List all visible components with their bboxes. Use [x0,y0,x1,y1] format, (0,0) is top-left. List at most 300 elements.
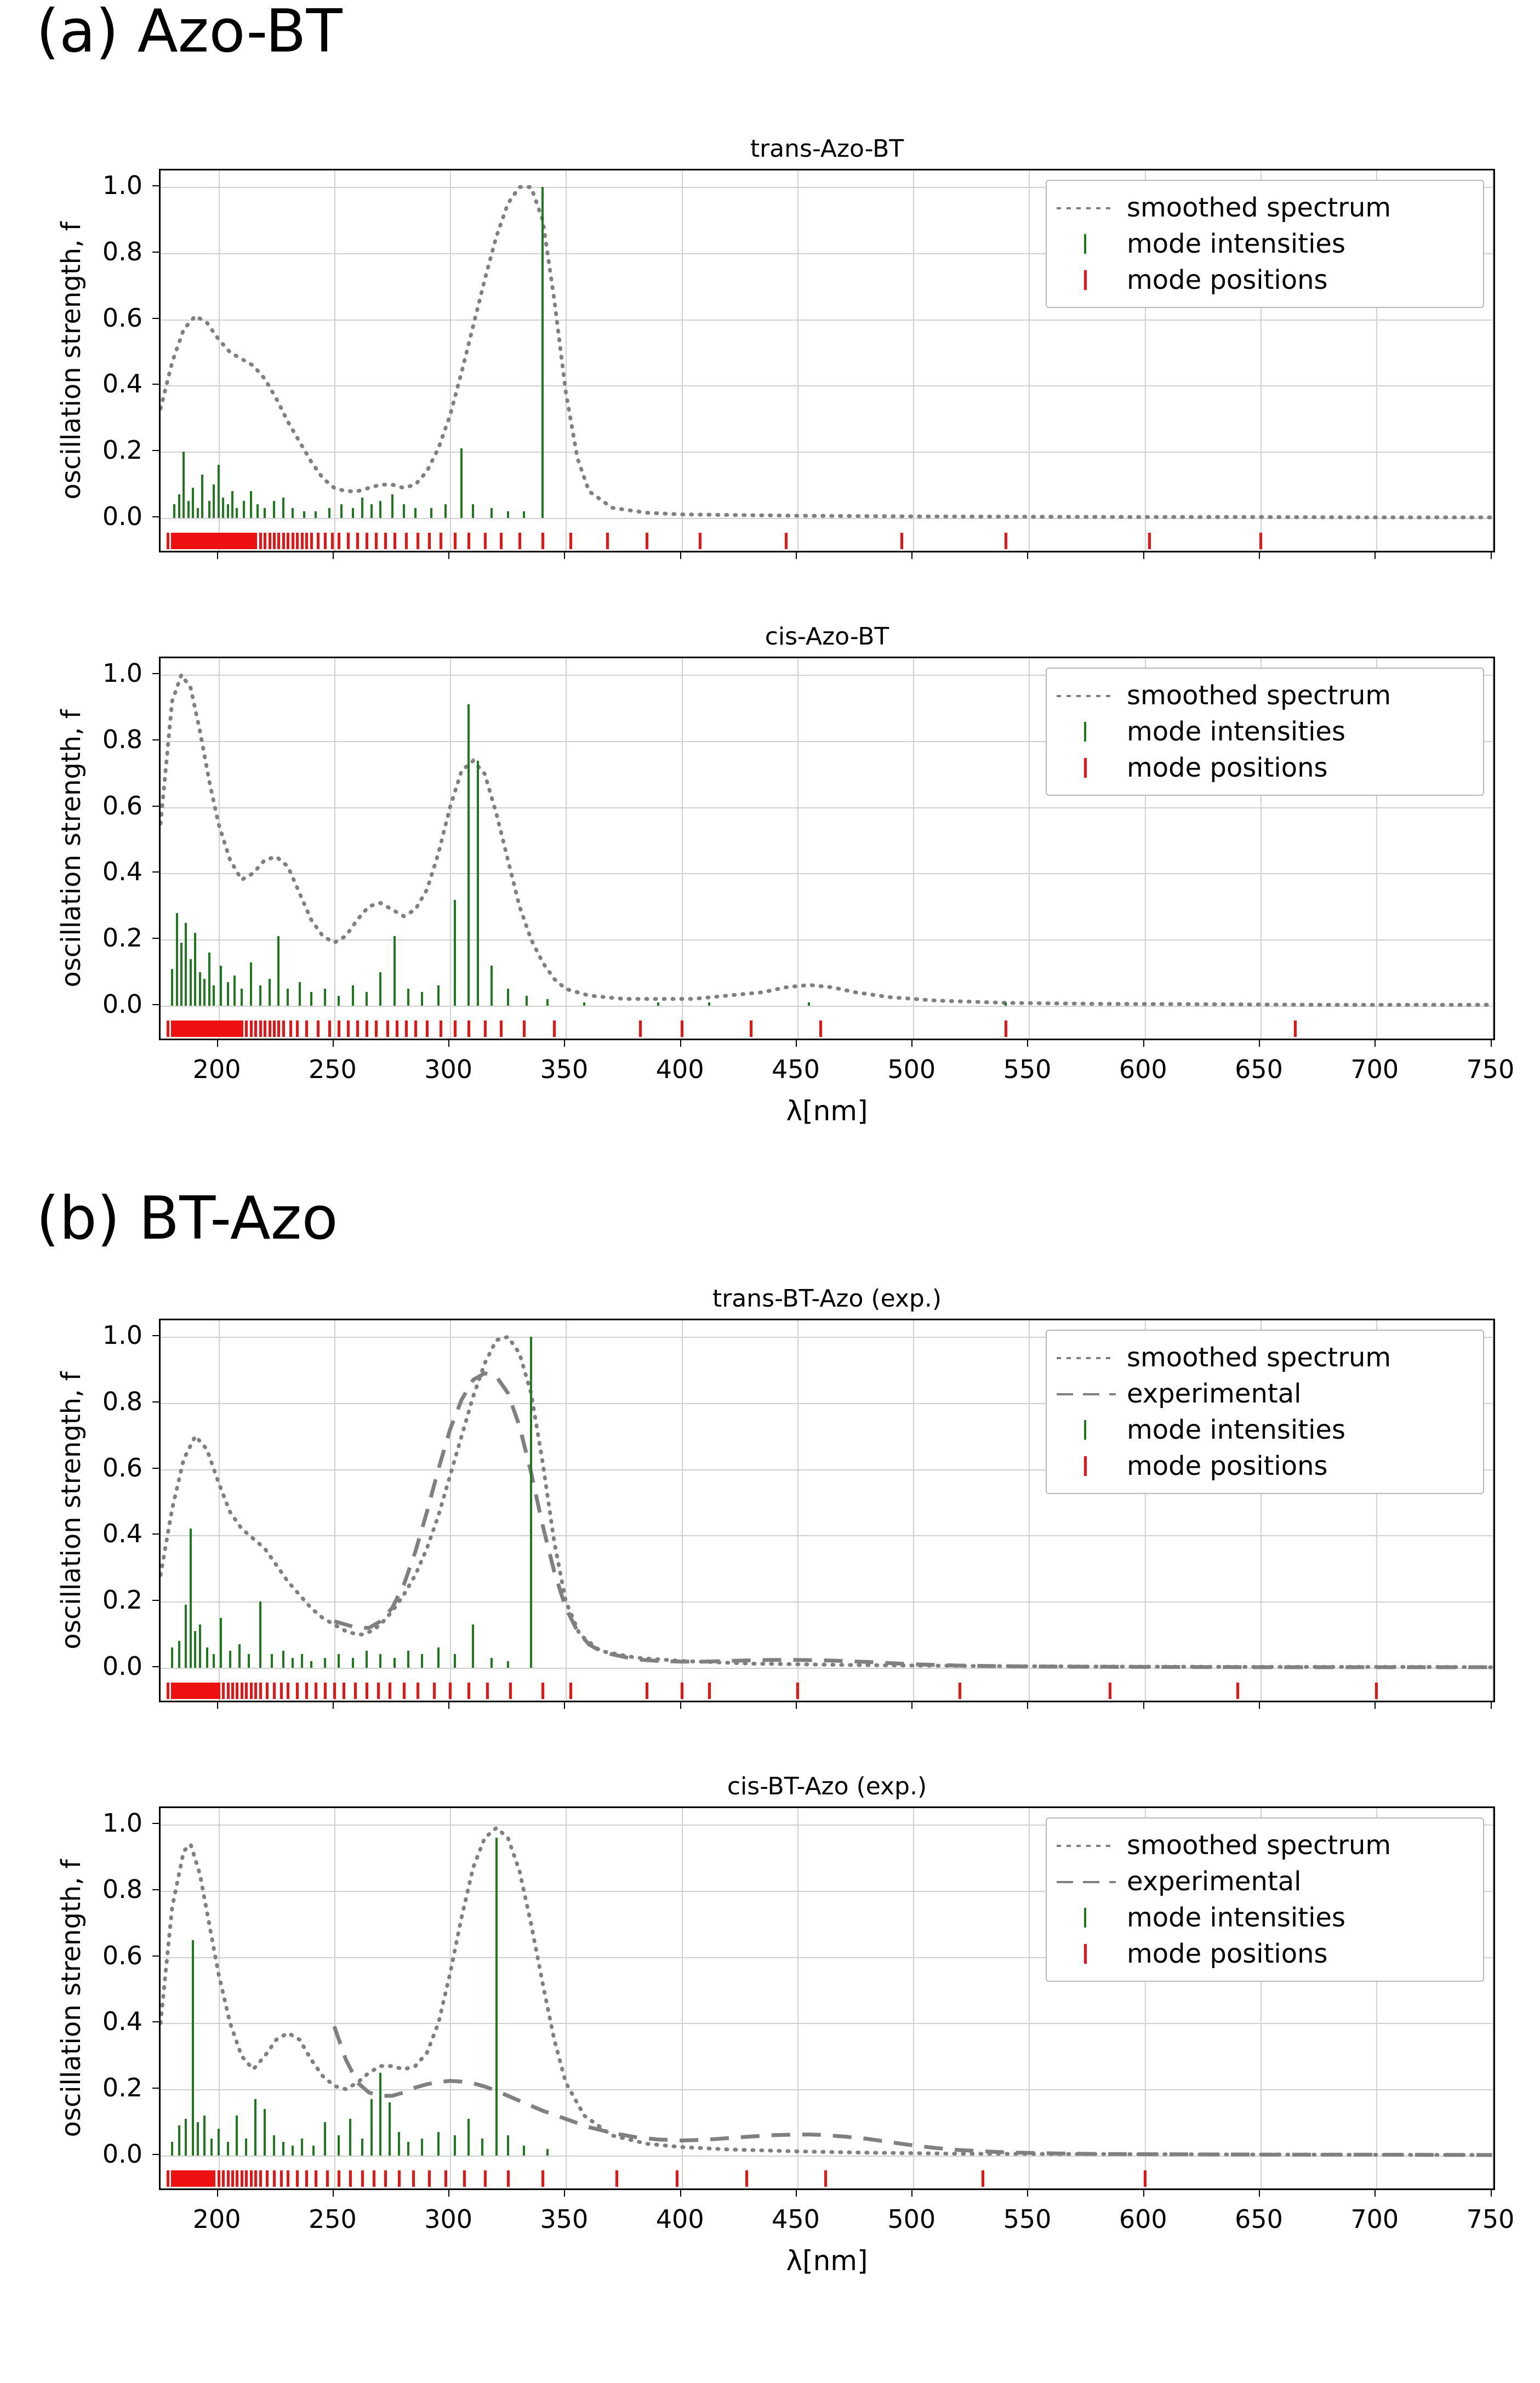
y-axis-tick [152,516,159,517]
legend-swatch-mode-intensities-icon [1057,1907,1116,1929]
mode-position-tick [366,1021,368,1037]
mode-position-tick [259,1683,262,1699]
mode-position-tick [440,533,442,549]
mode-intensity-bar [176,913,178,1006]
subplot-title-trans-azo-bt: trans-Azo-BT [750,135,904,163]
x-axis-tick [448,1702,449,1709]
mode-intensity-bar [379,501,381,517]
mode-intensity-bar [199,972,201,1005]
mode-position-tick [681,1021,683,1037]
mode-intensity-bar [414,508,417,518]
mode-position-tick [324,1683,327,1699]
mode-intensity-bar [192,488,194,517]
x-axis-tick-label: 650 [1235,1054,1283,1084]
mode-position-tick [324,533,327,549]
mode-position-tick [959,1683,961,1699]
mode-position-tick [167,2170,169,2187]
mode-position-tick [269,1021,271,1037]
x-axis-tick [1491,2190,1492,2197]
y-axis-tick [152,1533,159,1535]
y-axis-tick-label: 1.0 [102,170,142,201]
mode-position-tick [317,533,320,549]
mode-intensity-bar [206,1647,208,1667]
x-axis-tick [1374,2190,1376,2197]
mode-intensity-bar [389,2102,391,2156]
x-axis-tick-label: 350 [540,1054,589,1084]
x-axis-tick [564,1702,565,1709]
mode-position-tick [681,1683,683,1699]
mode-intensity-bar [407,989,409,1005]
mode-position-tick [449,1683,452,1699]
mode-intensity-bar [352,508,354,518]
mode-intensity-bar [271,1654,273,1667]
mode-position-tick [280,2170,283,2187]
mode-intensity-bar [340,504,343,517]
panel-a-label: (a) Azo-BT [36,0,343,66]
subplot-title-cis-azo-bt: cis-Azo-BT [765,623,889,651]
mode-intensity-bar [277,936,280,1006]
x-axis-tick [1143,2190,1144,2197]
mode-intensity-bar [303,511,305,518]
mode-position-tick [273,533,276,549]
mode-position-tick [338,533,340,549]
x-axis-tick [911,1702,912,1709]
legend-item-smoothed[interactable] [1057,190,1469,226]
y-axis-tick-label: 0.4 [102,1519,142,1549]
legend-swatch-mode-positions-icon [1057,269,1116,291]
mode-position-tick [569,533,572,549]
mode-position-tick [245,1683,248,1699]
mode-intensity-bar [507,1661,509,1668]
mode-position-tick [259,533,262,549]
x-axis-tick-label: 200 [192,1054,241,1084]
legend-cis-azo-bt[interactable] [1046,668,1484,796]
y-axis-tick-label: 0.4 [102,369,142,399]
mode-position-tick [250,1021,253,1037]
mode-position-tick [315,2170,317,2187]
legend-trans-azo-bt[interactable] [1046,180,1484,308]
mode-position-tick [982,2170,984,2187]
legend-swatch-experimental-icon [1057,1383,1116,1405]
y-axis-tick [152,1956,159,1957]
legend-item-mode-intensities[interactable] [1057,714,1469,750]
x-axis-tick [680,2190,681,2197]
mode-position-tick [287,2170,289,2187]
mode-intensity-bar [208,953,210,1006]
x-axis-tick [1259,1040,1260,1047]
mode-intensity-bar [437,1647,440,1667]
mode-intensity-bar [227,982,229,1005]
mode-position-tick [484,1021,487,1037]
mode-position-tick [280,1683,283,1699]
mode-intensity-bar [218,465,220,518]
mode-position-tick [1294,1021,1297,1037]
mode-position-tick [433,1683,436,1699]
x-axis-tick [1491,1702,1492,1709]
y-axis-tick [152,2154,159,2155]
y-axis-tick-label: 0.0 [102,989,142,1019]
mode-intensity-bar [708,1002,710,1006]
mode-position-tick [375,533,378,549]
mode-position-tick [305,1683,308,1699]
y-axis-tick [152,673,159,674]
mode-position-tick [377,1683,380,1699]
mode-intensity-bar [213,1654,215,1667]
legend-item-mode-intensities[interactable] [1057,1412,1469,1448]
legend-label: mode intensities [1127,716,1345,747]
mode-intensity-bar [238,1644,241,1667]
mode-intensity-bar [178,494,180,517]
mode-position-tick [356,533,359,549]
mode-intensity-bar [393,1658,396,1668]
legend-item-mode-positions[interactable] [1057,1936,1469,1972]
x-axis-tick [217,1040,218,1047]
x-axis-label-cis-bt-azo-exp: λ[nm] [786,2245,868,2277]
mode-position-tick [1236,1683,1239,1699]
legend-label: smoothed spectrum [1127,1830,1391,1861]
legend-item-smoothed[interactable] [1057,1827,1469,1863]
legend-swatch-mode-positions-icon [1057,1943,1116,1965]
mode-position-tick [296,533,299,549]
legend-label: mode positions [1127,1939,1328,1969]
x-axis-tick [680,552,681,559]
mode-intensity-bar [454,900,456,1006]
x-axis-tick [333,1040,334,1047]
x-axis-tick [1027,2190,1028,2197]
mode-position-tick [500,533,503,549]
mode-intensity-bar [324,2122,326,2155]
mode-position-tick [393,533,396,549]
legend-label: smoothed spectrum [1127,680,1391,711]
mode-position-tick [467,1683,470,1699]
legend-label: smoothed spectrum [1127,192,1391,223]
mode-position-tick [500,1021,503,1037]
mode-position-tick [1005,533,1007,549]
mode-intensity-bar [324,989,326,1005]
legend-trans-bt-azo-exp[interactable] [1046,1330,1484,1494]
mode-intensity-bar [546,999,549,1006]
mode-position-tick [241,1683,243,1699]
mode-position-tick [254,1021,257,1037]
x-axis-tick [911,1040,912,1047]
y-axis-tick-label: 0.0 [102,1651,142,1681]
mode-intensity-bar [490,508,493,518]
mode-position-tick [384,533,387,549]
mode-intensity-bar [178,1641,180,1667]
y-axis-tick-label: 0.4 [102,2006,142,2037]
legend-swatch-mode-positions-icon [1057,1455,1116,1477]
mode-intensity-bar [530,1337,532,1667]
legend-item-mode-intensities[interactable] [1057,226,1469,262]
mode-intensity-bar [495,1838,498,2155]
mode-position-tick [250,2170,253,2187]
mode-intensity-bar [208,501,210,517]
mode-position-tick [343,1683,345,1699]
mode-intensity-bar [657,1002,659,1006]
x-axis-tick [796,552,797,559]
y-axis-tick [152,1004,159,1005]
y-axis-tick [152,2021,159,2022]
mode-intensity-bar [366,992,368,1005]
mode-intensity-bar [324,1658,326,1668]
mode-position-tick [347,1021,350,1037]
legend-cis-bt-azo-exp[interactable] [1046,1817,1484,1982]
mode-position-tick [305,533,308,549]
mode-intensity-bar [227,2142,229,2155]
y-axis-tick [152,384,159,385]
mode-intensity-bar [282,2142,284,2155]
mode-intensity-bar [349,2119,351,2155]
legend-swatch-smoothed-icon [1057,1834,1116,1856]
mode-intensity-bar [1005,1002,1007,1006]
x-axis-tick [564,2190,565,2197]
mode-intensity-bar [523,2146,525,2156]
y-axis-label-cis-bt-azo-exp: oscillation strength, f [56,1859,87,2137]
mode-position-tick [518,533,521,549]
x-axis-tick [1491,552,1492,559]
mode-intensity-bar [338,1654,340,1667]
x-axis-tick-label: 550 [1003,1054,1052,1084]
mode-intensity-bar [391,494,393,517]
mode-intensity-bar [526,996,528,1006]
x-axis-tick [1143,1040,1144,1047]
mode-intensity-bar [352,985,354,1005]
mode-position-tick [541,2170,544,2187]
mode-intensity-bar [241,989,243,1005]
y-axis-tick [152,1889,159,1890]
mode-position-tick [254,533,257,549]
mode-intensity-bar [213,484,215,517]
mode-intensity-bar [541,187,544,517]
mode-position-tick [553,1021,556,1037]
mode-intensity-bar [379,972,381,1005]
mode-intensity-bar [352,1658,354,1668]
legend-label: mode intensities [1127,1415,1345,1445]
mode-intensity-bar [808,1002,810,1006]
x-axis-tick [796,1702,797,1709]
mode-intensity-bar [273,2135,275,2155]
x-axis-tick-label: 450 [772,2204,820,2234]
y-axis-tick-label: 0.2 [102,435,142,465]
mode-intensity-bar [236,2116,238,2155]
mode-position-tick [750,1021,752,1037]
mode-intensity-bar [444,504,447,517]
x-axis-tick-label: 400 [655,1054,704,1084]
mode-position-tick [326,2170,329,2187]
x-axis-tick [680,1702,681,1709]
mode-intensity-bar [507,511,509,518]
mode-intensity-bar [171,1647,173,1667]
mode-intensity-bar [583,1002,585,1006]
mode-position-tick [414,1021,417,1037]
legend-item-mode-positions[interactable] [1057,262,1469,298]
mode-intensity-bar [299,982,301,1005]
mode-position-tick [426,1021,429,1037]
mode-intensity-bar [338,2135,340,2155]
x-axis-tick-label: 500 [887,1054,936,1084]
subplot-title-trans-bt-azo-exp: trans-BT-Azo (exp.) [712,1285,942,1313]
legend-item-smoothed[interactable] [1057,677,1469,714]
legend-label: mode intensities [1127,229,1345,259]
legend-item-mode-intensities[interactable] [1057,1900,1469,1936]
mode-intensity-bar [437,985,440,1005]
mode-position-tick [245,2170,248,2187]
mode-intensity-bar [315,511,317,518]
mode-position-tick [1144,2170,1147,2187]
x-axis-tick [448,1040,449,1047]
y-axis-tick [152,1666,159,1667]
mode-intensity-bar [182,452,185,518]
x-axis-tick [1374,1702,1376,1709]
mode-intensity-bar [507,989,509,1005]
mode-position-tick [356,1021,359,1037]
mode-intensity-bar [477,761,479,1006]
mode-position-tick [245,1021,248,1037]
mode-position-tick [296,1683,299,1699]
x-axis-tick [1027,552,1028,559]
mode-position-tick [231,2170,234,2187]
mode-position-tick [305,2170,308,2187]
mode-intensity-bar [187,501,190,517]
mode-intensity-bar [259,1601,261,1668]
mode-intensity-bar [190,1529,192,1667]
mode-position-tick [819,1021,822,1037]
x-axis-tick-label: 750 [1466,1054,1515,1084]
mode-position-tick [277,1021,280,1037]
mode-position-tick [405,1021,408,1037]
y-axis-tick-label: 0.4 [102,857,142,887]
y-axis-tick-label: 0.2 [102,1584,142,1615]
legend-swatch-smoothed-icon [1057,197,1116,219]
mode-position-tick [615,2170,618,2187]
mode-intensity-bar [259,985,261,1005]
mode-position-tick [282,1021,285,1037]
mode-position-tick [373,2170,375,2187]
mode-intensity-bar [236,508,238,518]
legend-item-experimental[interactable] [1057,1376,1469,1412]
mode-position-tick [227,2170,230,2187]
mode-position-tick [463,2170,466,2187]
x-axis-tick-label: 200 [192,2204,241,2234]
x-axis-tick-label: 300 [424,2204,473,2234]
mode-position-tick [222,1683,225,1699]
mode-position-tick [167,533,169,549]
legend-item-experimental[interactable] [1057,1863,1469,1900]
mode-position-tick [396,1021,398,1037]
mode-intensity-bar [421,1654,423,1667]
subplot-title-cis-bt-azo-exp: cis-BT-Azo (exp.) [727,1772,927,1800]
x-axis-tick [1027,1040,1028,1047]
x-axis-tick [1374,1040,1376,1047]
mode-intensity-bar [467,704,470,1005]
x-axis-tick [217,1702,218,1709]
y-axis-tick [152,806,159,807]
mode-intensity-bar [227,504,229,517]
mode-intensity-bar [407,1651,409,1667]
y-axis-label-trans-bt-azo-exp: oscillation strength, f [56,1371,87,1650]
mode-position-tick [218,1683,220,1699]
legend-item-mode-positions[interactable] [1057,750,1469,786]
mode-position-tick [646,533,648,549]
y-axis-tick-label: 1.0 [102,1808,142,1838]
x-axis-tick [564,552,565,559]
mode-intensity-bar [361,2139,363,2155]
legend-item-mode-positions[interactable] [1057,1448,1469,1484]
mode-position-tick [222,2170,225,2187]
x-axis-tick [1143,1702,1144,1709]
mode-position-tick [486,1683,489,1699]
x-axis-tick-label: 500 [887,2204,936,2234]
mode-position-tick [277,533,280,549]
mode-position-tick [484,2170,487,2187]
legend-item-smoothed[interactable] [1057,1339,1469,1376]
mode-position-tick [259,1021,262,1037]
y-axis-label-cis-azo-bt: oscillation strength, f [56,709,87,988]
x-axis-tick-label: 750 [1466,2204,1515,2234]
mode-position-tick [824,2170,827,2187]
x-axis-tick [217,552,218,559]
y-axis-tick [152,871,159,873]
mode-intensity-bar [231,491,233,517]
mode-position-tick [296,2170,299,2187]
mode-position-tick [1148,533,1151,549]
mode-position-tick [900,533,903,549]
mode-intensity-bar [430,508,432,518]
mode-intensity-bar [245,2139,247,2155]
x-axis-tick [796,2190,797,2197]
mode-position-tick [328,1021,331,1037]
mode-position-tick [417,1683,419,1699]
y-axis-tick [152,318,159,319]
legend-label: experimental [1127,1378,1302,1409]
mode-intensity-bar [292,1658,294,1668]
mode-position-tick [676,2170,678,2187]
mode-intensity-bar [190,959,192,1005]
mode-intensity-bar [171,969,173,1005]
mode-intensity-bar [222,498,224,517]
mode-position-tick [213,2170,215,2187]
mode-position-tick [273,1021,276,1037]
mode-intensity-bar [203,979,206,1005]
mode-position-tick [646,1683,648,1699]
mode-intensity-bar [312,2146,315,2156]
mode-position-tick [241,1021,243,1037]
mode-intensity-bar [250,491,252,517]
legend-swatch-smoothed-icon [1057,1347,1116,1369]
mode-intensity-bar [379,2073,381,2156]
y-axis-tick-label: 1.0 [102,1320,142,1350]
mode-intensity-bar [194,1631,196,1667]
mode-position-tick [167,1021,169,1037]
mode-intensity-bar [481,2139,483,2155]
mode-position-tick [440,1021,442,1037]
y-axis-label-trans-azo-bt: oscillation strength, f [56,221,87,500]
mode-intensity-bar [218,2129,220,2155]
mode-position-tick [287,533,289,549]
y-axis-tick-label: 0.8 [102,1874,142,1904]
mode-intensity-bar [201,475,203,517]
mode-intensity-bar [398,2132,400,2155]
mode-position-tick [444,2170,447,2187]
legend-swatch-experimental-icon [1057,1871,1116,1892]
mode-intensity-bar [490,1658,493,1668]
mode-intensity-bar [460,448,463,518]
y-axis-tick-label: 0.8 [102,236,142,266]
x-axis-tick [448,2190,449,2197]
y-axis-tick-label: 0.6 [102,1940,142,1970]
y-axis-tick [152,739,159,740]
mode-intensity-bar [370,2099,373,2156]
